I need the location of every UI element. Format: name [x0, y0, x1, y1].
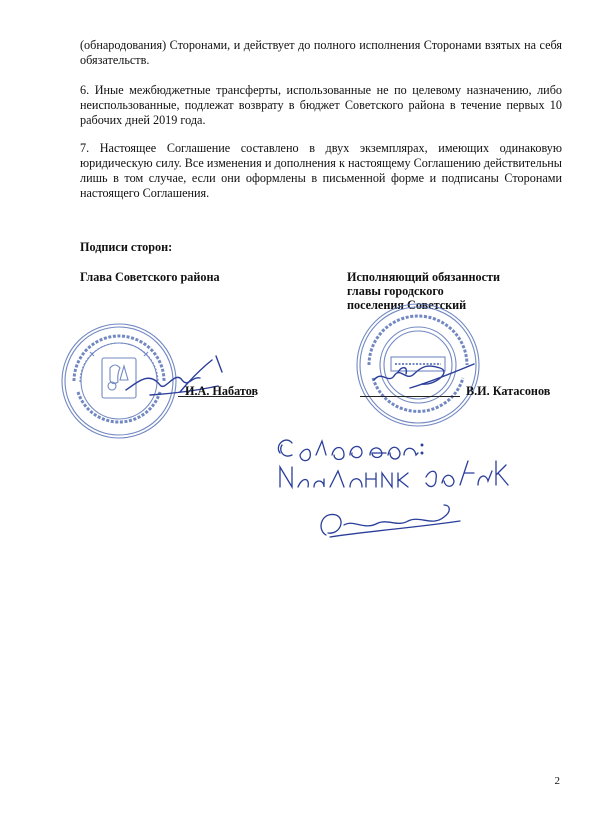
paragraph-6: 6. Иные межбюджетные трансферты, использованные не по целевому назначению, либо неиспользованные, подлежат возврату в бюджет Советского района в течение первых 10 рабочих дней 2019 года. — [80, 83, 562, 127]
right-signature-line — [360, 396, 460, 397]
left-signatory-title: Глава Советского района — [80, 270, 220, 284]
right-signatory-title-3: поселения Советский — [347, 298, 467, 312]
left-handwritten-signature — [120, 350, 240, 410]
left-signatory-name: И.А. Набатов — [185, 384, 259, 398]
paragraph-top: (обнародования) Сторонами, и действует до полного исполнения Сторонами взятых на себя обязательств. — [80, 38, 562, 67]
page-number: 2 — [554, 775, 560, 787]
paragraph-7: 7. Настоящее Соглашение составлено в двух экземплярах, имеющих одинаковую юридическую силу. Все изменения и дополнения к настоящему Соглашению действительны лишь в том случае, если они оформлены в письменной форме и подписаны Сторонами настоящего Соглашения. — [80, 141, 562, 200]
right-signatory-title-1: Исполняющий обязанности — [347, 270, 501, 284]
signatures-heading: Подписи сторон: — [80, 240, 173, 254]
handwritten-approval-note — [270, 425, 530, 545]
right-signatory-title-2: главы городского — [347, 284, 444, 298]
right-signatory-name: В.И. Катасонов — [466, 384, 551, 398]
right-handwritten-signature — [370, 352, 480, 397]
